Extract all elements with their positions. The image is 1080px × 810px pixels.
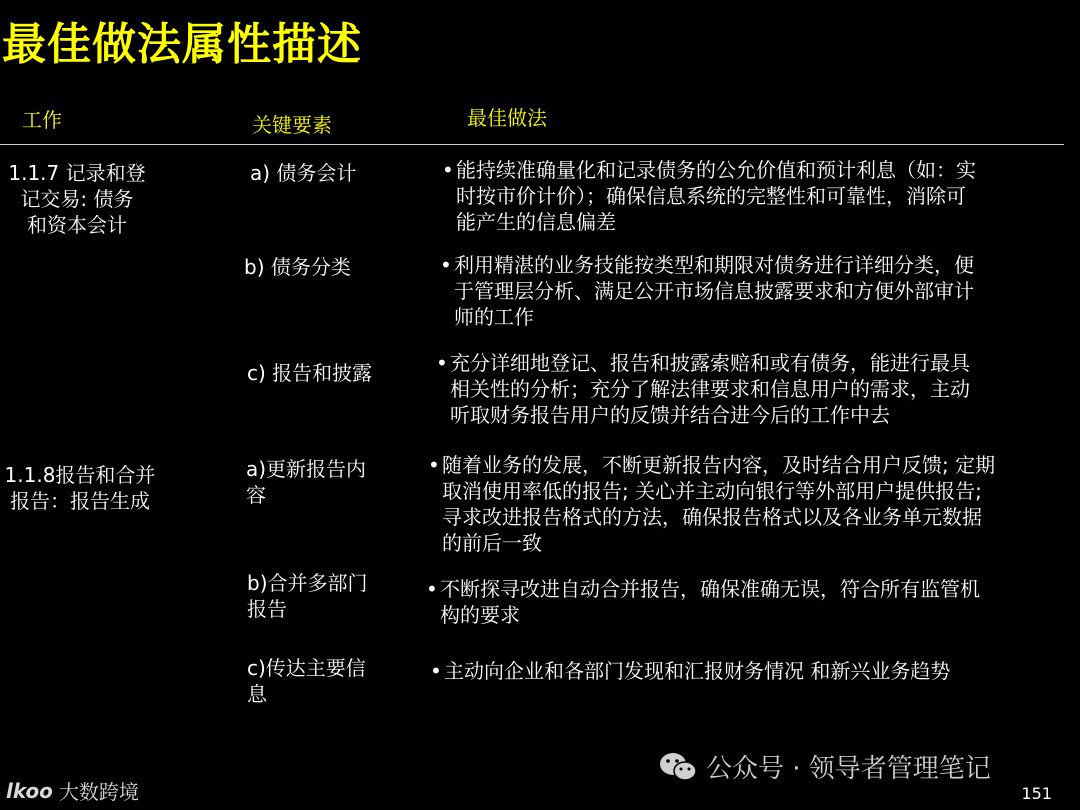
watermark-text: 公众号 · 领导者管理笔记	[706, 754, 991, 784]
bullet-glyph: •	[428, 453, 440, 477]
page-number: 151	[1021, 784, 1052, 803]
element-debt-accounting: a) 债务会计	[250, 161, 357, 185]
practice-consolidate-reports: • 不断探寻改进自动合并报告，确保准确无误，符合所有监管机 构的要求	[426, 577, 980, 627]
section-1-1-7-label: 1.1.7 记录和登 记交易: 债务 和资本会计	[8, 161, 146, 237]
bullet-glyph: •	[426, 577, 438, 601]
slide-title: 最佳做法属性描述	[2, 19, 362, 70]
logo-mark: lkoo	[6, 778, 53, 803]
header-divider	[0, 144, 1064, 145]
element-consolidate-reports: b)合并多部门 报告	[247, 571, 368, 621]
practice-reporting-disclosure: • 充分详细地登记、报告和披露索赔和或有债务，能进行最具 相关性的分析；充分了解法律要求和信息用户的需求，主动 听取财务报告用户的反馈并结合进今后的工作中去	[436, 351, 970, 427]
wechat-icon	[658, 750, 698, 784]
brand-logo	[6, 776, 139, 805]
header-best-practice: 最佳做法	[467, 106, 547, 130]
practice-debt-accounting: • 能持续准确量化和记录债务的公允价值和预计利息（如：实 时按市价计价）；确保信息系统的完整性和可靠性，消除可 能产生的信息偏差	[442, 158, 976, 234]
bullet-glyph: •	[430, 659, 442, 683]
element-update-report: a)更新报告内 容	[246, 457, 367, 507]
practice-debt-classification: • 利用精湛的业务技能按类型和期限对债务进行详细分类，便 于管理层分析、满足公开市场信息披露要求和方便外部审计 师的工作	[440, 253, 974, 329]
logo-text: 大数跨境	[58, 780, 139, 804]
element-reporting-disclosure: c) 报告和披露	[247, 361, 373, 385]
practice-communicate-info: • 主动向企业和各部门发现和汇报财务情况 和新兴业务趋势	[430, 659, 951, 683]
element-communicate-info: c)传达主要信 息	[247, 656, 366, 706]
bullet-glyph: •	[436, 351, 448, 375]
practice-update-report: • 随着业务的发展，不断更新报告内容，及时结合用户反馈; 定期 取消使用率低的报告; 关心并主动向银行等外部用户提供报告; 寻求改进报告格式的方法，确保报告格式以及各业务单元数据 的前后一致	[428, 453, 996, 555]
wechat-watermark	[658, 748, 991, 785]
header-work: 工作	[22, 108, 62, 132]
bullet-glyph: •	[440, 253, 452, 277]
header-key-elements: 关键要素	[252, 113, 332, 137]
bullet-glyph: •	[442, 158, 454, 182]
element-debt-classification: b) 债务分类	[244, 255, 351, 279]
section-1-1-8-label: 1.1.8报告和合并 报告：报告生成	[4, 463, 156, 513]
